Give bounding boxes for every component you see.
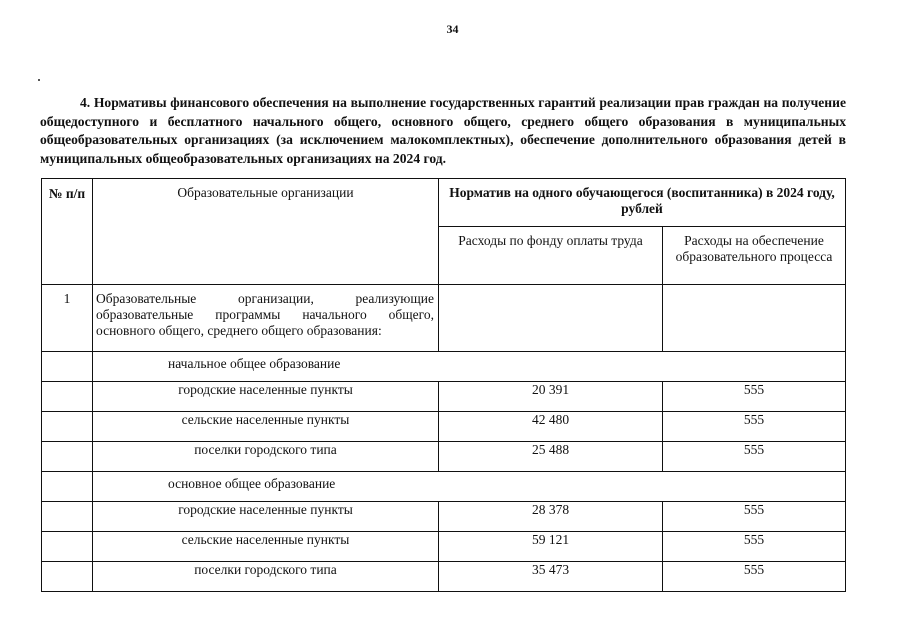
- settlement-type-label: сельские населенные пункты: [93, 412, 439, 442]
- salary-expense-value: 42 480: [439, 412, 663, 442]
- header-organizations: Образовательные организации: [93, 179, 439, 285]
- empty-cell: [42, 502, 93, 532]
- settlement-type-label: поселки городского типа: [93, 562, 439, 592]
- salary-expense-value: 59 121: [439, 532, 663, 562]
- table-row: [42, 285, 846, 352]
- header-norm: Норматив на одного обучающегося (воспитанника) в 2024 году, рублей: [439, 179, 846, 227]
- table-row: [42, 532, 846, 562]
- salary-expense-value: 35 473: [439, 562, 663, 592]
- empty-cell: [42, 472, 93, 502]
- financing-norms-table: [41, 178, 846, 592]
- empty-cell: [42, 352, 93, 382]
- process-expense-value: 555: [663, 412, 846, 442]
- organization-group-label: Образовательные организации, реализующие образовательные программы начального общего, основного общего, среднего общего образования:: [93, 285, 439, 352]
- salary-expense-value: 28 378: [439, 502, 663, 532]
- category-row: [42, 472, 846, 502]
- empty-cell: [42, 532, 93, 562]
- table-row: [42, 442, 846, 472]
- settlement-type-label: городские населенные пункты: [93, 502, 439, 532]
- table-row: [42, 562, 846, 592]
- settlement-type-label: сельские населенные пункты: [93, 532, 439, 562]
- settlement-type-label: поселки городского типа: [93, 442, 439, 472]
- table-row: [42, 412, 846, 442]
- category-label: начальное общее образование: [93, 352, 846, 382]
- table-row: [42, 502, 846, 532]
- category-row: [42, 352, 846, 382]
- empty-cell: [663, 285, 846, 352]
- empty-cell: [42, 412, 93, 442]
- empty-cell: [42, 562, 93, 592]
- process-expense-value: 555: [663, 442, 846, 472]
- table-row: [42, 382, 846, 412]
- process-expense-value: 555: [663, 532, 846, 562]
- process-expense-value: 555: [663, 562, 846, 592]
- settlement-type-label: городские населенные пункты: [93, 382, 439, 412]
- header-salary-expenses: Расходы по фонду оплаты труда: [439, 227, 663, 285]
- section-intro-paragraph: 4. Нормативы финансового обеспечения на выполнение государственных гарантий реализации прав граждан на получение общедоступного и бесплатного начального общего, основного общего, среднего общего образования в муниципальных общеобразовательных организациях (за исключением малокомплектных), обеспечение дополнительного образования детей в муниципальных общеобразовательных организациях на 2024 год.: [40, 95, 846, 166]
- category-label: основное общее образование: [93, 472, 846, 502]
- header-process-expenses: Расходы на обеспечение образовательного процесса: [663, 227, 846, 285]
- header-num: № п/п: [42, 179, 93, 285]
- empty-cell: [439, 285, 663, 352]
- salary-expense-value: 25 488: [439, 442, 663, 472]
- process-expense-value: 555: [663, 502, 846, 532]
- empty-cell: [42, 442, 93, 472]
- page-number: 34: [446, 22, 459, 36]
- salary-expense-value: 20 391: [439, 382, 663, 412]
- table-header-row: [42, 179, 846, 227]
- process-expense-value: 555: [663, 382, 846, 412]
- row-number: 1: [42, 285, 93, 352]
- empty-cell: [42, 382, 93, 412]
- scan-speck: [38, 79, 40, 81]
